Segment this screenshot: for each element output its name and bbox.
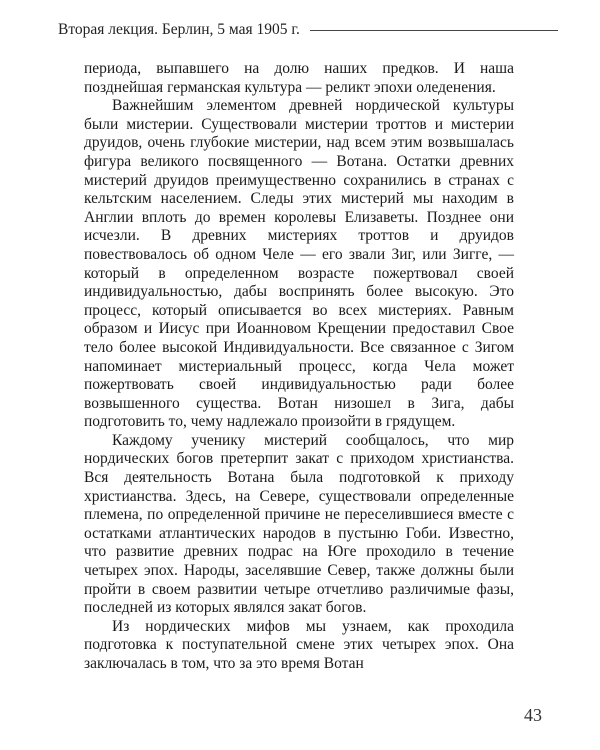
paragraph: Из нордических мифов мы узнаем, как проходила подготовка к поступательной смене этих четырех эпох. Она заключалась в том, что за это время Вотан bbox=[84, 617, 514, 672]
header-rule bbox=[310, 30, 558, 31]
page-number: 43 bbox=[524, 705, 542, 725]
running-header bbox=[58, 10, 558, 50]
running-title: Вторая лекция. Берлин, 5 мая 1905 г. bbox=[58, 21, 310, 39]
body-text bbox=[84, 60, 514, 674]
paragraph: Каждому ученику мистерий сообщалось, что мир нордических богов претерпит закат с приходом христианства. Вся деятельность Вотана была подготовкой к приходу христианства. Здесь, на Севере, существовали определенные племена, по определенной причине не переселившиеся вместе с остатками атлантических народов в пустыню Гоби. Известно, что развитие древних подрас на Юге проходило в течение четырех эпох. Народы, заселявшие Север, также должны были пройти в своем развитии четыре отчетливо различимые фазы, последней из которых являлся закат богов. bbox=[84, 431, 514, 617]
paragraph: Важнейшим элементом древней нордической культуры были мистерии. Существовали мистерии троттов и мистерии друидов, очень глубокие мистерии, над всем этим возвышалась фигура великого посвященного — Вотана. Остатки древних мистерий друидов преимущественно сохранились в странах с кельтским населением. Следы этих мистерий мы находим в Англии вплоть до времен королевы Елизаветы. Позднее они исчезли. В древних мистериях троттов и друидов повествовалось об одном Челе — его звали Зиг, или Зигге, — который в определенном возрасте пожертвовал своей индивидуальностью, дабы воспринять более высокую. Это процесс, который описывается во всех мистериях. Равным образом и Иисус при Иоанновом Крещении предоставил Свое тело более высокой Индивидуальности. Все связанное с Зигом напоминает мистериальный процесс, когда Чела может пожертвовать своей индивидуальностью ради более возвышенного существа. Вотан низошел в Зига, дабы подготовить то, чему надлежало произойти в грядущем. bbox=[84, 97, 514, 431]
paragraph: периода, выпавшего на долю наших предков. И наша позднейшая германская культура — реликт эпохи оледенения. bbox=[84, 60, 514, 96]
